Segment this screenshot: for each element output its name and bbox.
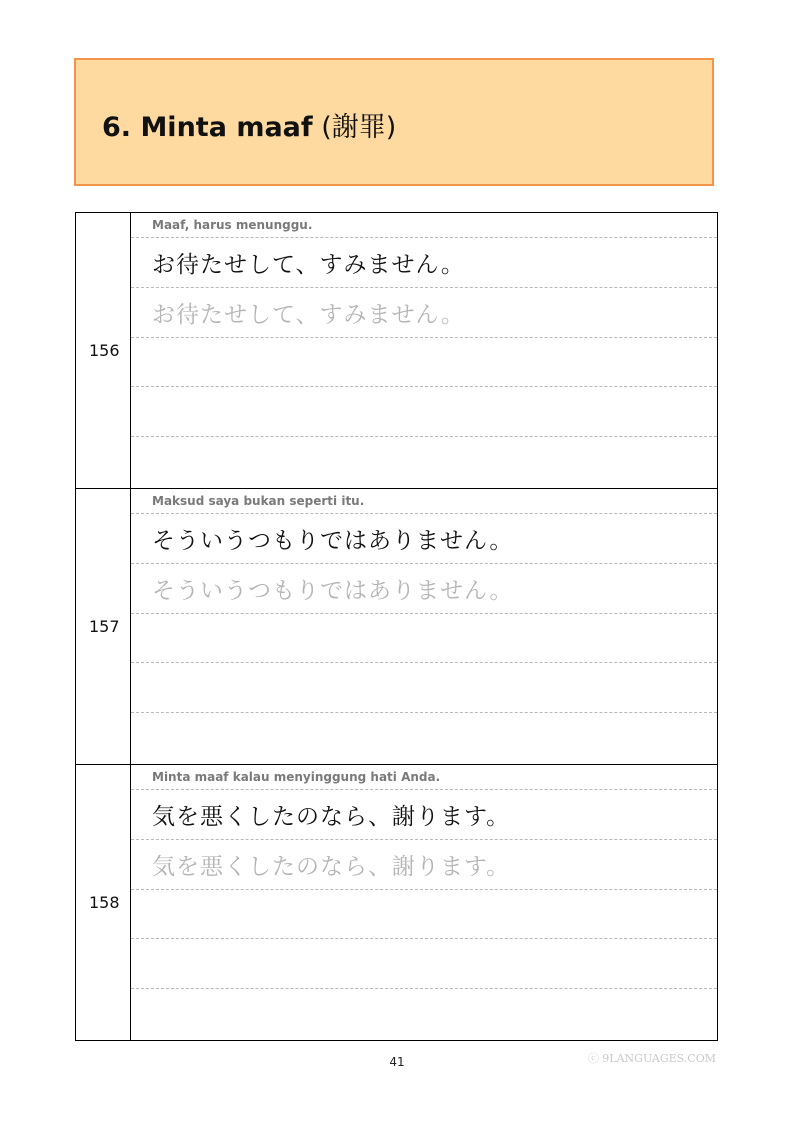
japanese-sentence: 気を悪くしたのなら、謝ります。 <box>152 803 511 830</box>
entry-lines <box>131 765 717 1040</box>
translation-line: Maksud saya bukan seperti itu. <box>131 489 717 514</box>
section-title-box <box>74 58 714 186</box>
entry-number: 158 <box>76 765 131 1040</box>
japanese-sentence: お待たせして、すみません。 <box>152 251 465 278</box>
practice-worksheet <box>75 212 718 1041</box>
practice-entry <box>76 489 717 765</box>
copyright-notice: ⓒ 9LANGUAGES.COM <box>587 1052 716 1065</box>
writing-line[interactable] <box>131 614 717 664</box>
writing-line[interactable] <box>131 437 717 488</box>
trace-line[interactable] <box>131 840 717 890</box>
example-line <box>131 790 717 840</box>
writing-line[interactable] <box>131 338 717 388</box>
example-line <box>131 238 717 288</box>
trace-line[interactable] <box>131 564 717 614</box>
writing-line[interactable] <box>131 890 717 940</box>
page-number: 41 <box>389 1055 405 1069</box>
entry-lines <box>131 213 717 488</box>
entry-lines <box>131 489 717 764</box>
writing-line[interactable] <box>131 713 717 764</box>
section-title-sub: (謝罪) <box>321 112 397 143</box>
writing-line[interactable] <box>131 989 717 1040</box>
trace-sentence: 気を悪くしたのなら、謝ります。 <box>152 853 511 880</box>
example-line <box>131 514 717 564</box>
writing-line[interactable] <box>131 387 717 437</box>
entry-number: 157 <box>76 489 131 764</box>
practice-entry <box>76 765 717 1041</box>
trace-sentence: お待たせして、すみません。 <box>152 301 465 328</box>
trace-line[interactable] <box>131 288 717 338</box>
writing-line[interactable] <box>131 939 717 989</box>
entry-number: 156 <box>76 213 131 488</box>
trace-sentence: そういうつもりではありません。 <box>152 577 514 604</box>
practice-entry <box>76 213 717 489</box>
section-title-main: 6. Minta maaf <box>102 112 313 143</box>
writing-line[interactable] <box>131 663 717 713</box>
translation-line: Maaf, harus menunggu. <box>131 213 717 238</box>
section-title <box>102 105 396 144</box>
translation-line: Minta maaf kalau menyinggung hati Anda. <box>131 765 717 790</box>
japanese-sentence: そういうつもりではありません。 <box>152 527 514 554</box>
